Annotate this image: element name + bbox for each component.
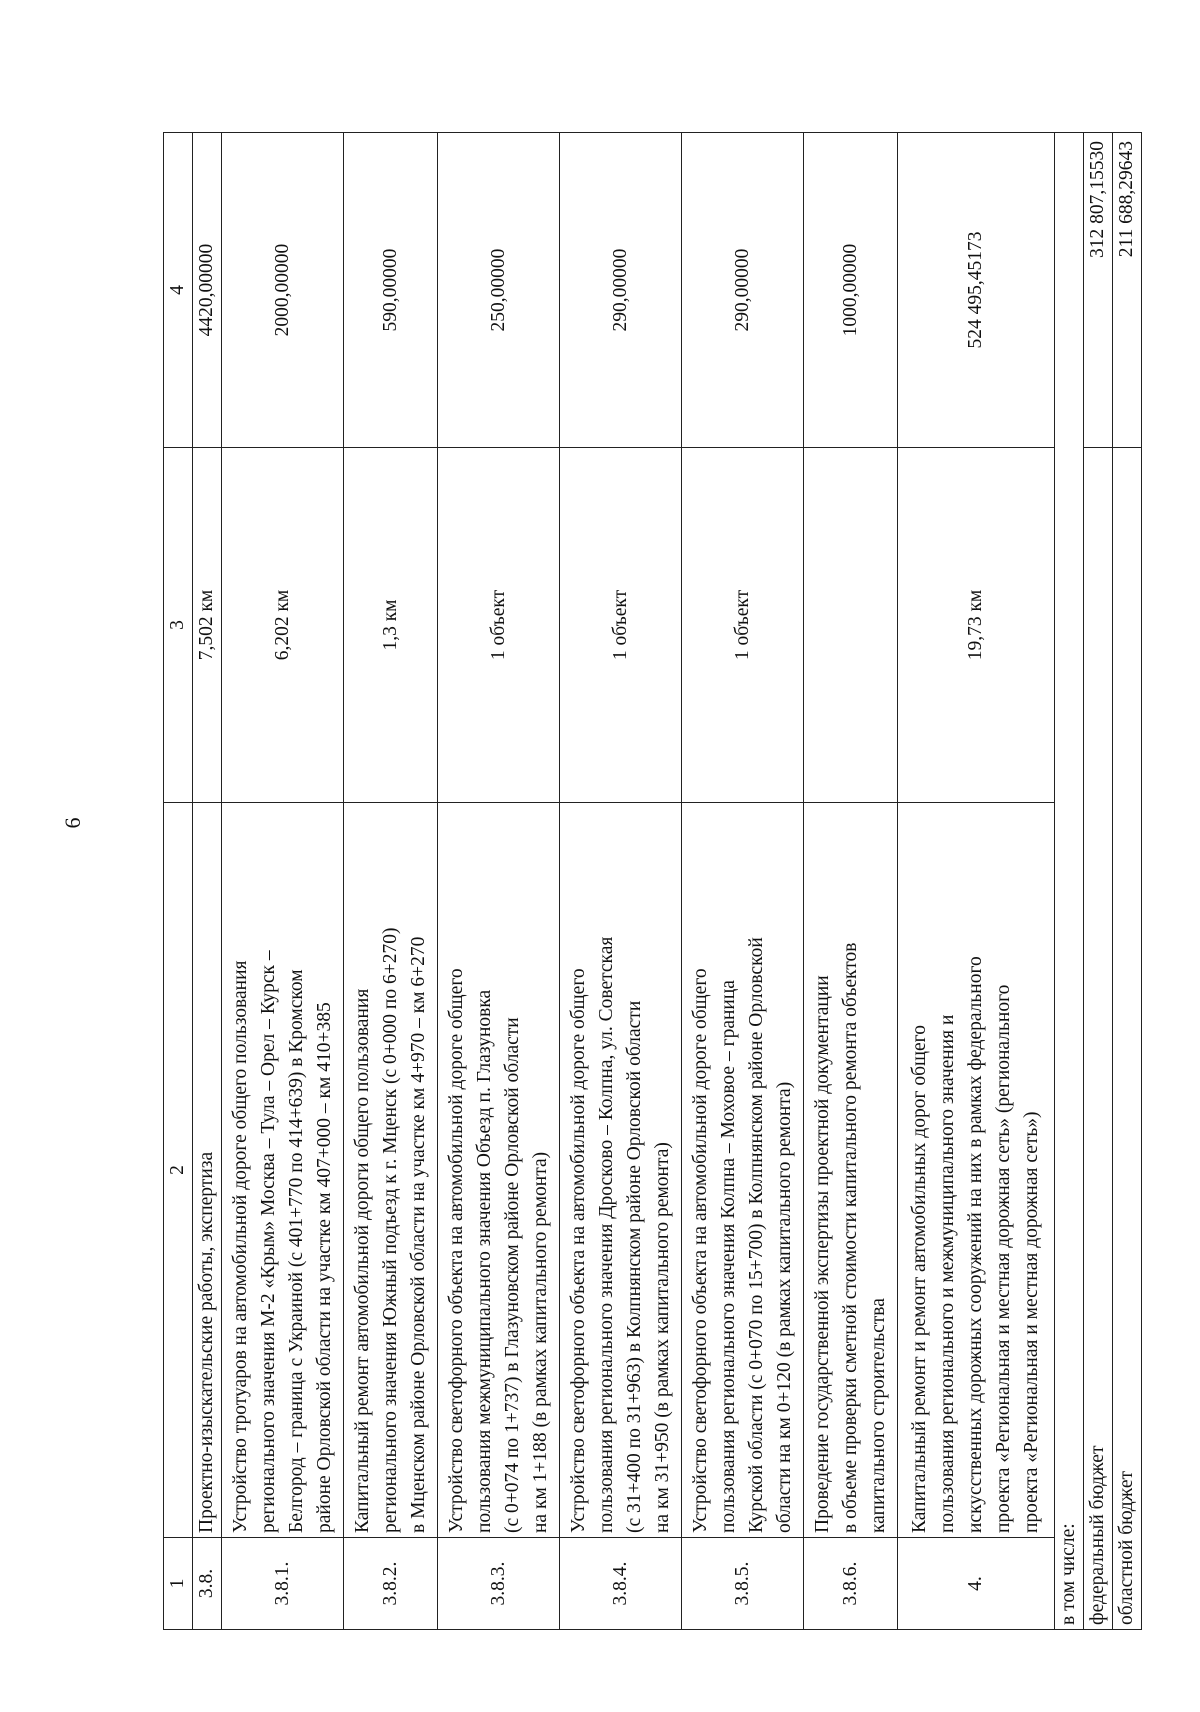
- table-row: [193, 133, 222, 1630]
- subtotal-label-row: [1055, 133, 1084, 1630]
- table-row: [560, 133, 682, 1630]
- table-row: [222, 133, 344, 1630]
- row-number: 3.8.4.: [560, 1538, 682, 1630]
- description-line: проекта «Региональная и местная дорожная сеть»): [1021, 1111, 1042, 1533]
- row-quantity: 19,73 км: [898, 448, 1055, 803]
- table-row: [898, 133, 1055, 1630]
- row-quantity: 1 объект: [560, 448, 682, 803]
- description-line: Капитальный ремонт и ремонт автомобильных дорог общего: [909, 1025, 930, 1533]
- row-description: [193, 803, 222, 1538]
- table-row: [438, 133, 560, 1630]
- row-amount: 4420,00000: [193, 133, 222, 448]
- row-description: [344, 803, 438, 1538]
- document-table: [163, 132, 1142, 1630]
- row-amount: 590,00000: [344, 133, 438, 448]
- table-header-row: [164, 133, 193, 1630]
- budget-label: федеральный бюджет: [1084, 448, 1113, 1630]
- description-line: (с 0+074 по 1+737) в Глазуновском районе Орловской области: [501, 1017, 523, 1533]
- budget-row: [1084, 133, 1113, 1630]
- description-line: пользования регионального значения Колпна – Моховое – граница: [717, 980, 739, 1533]
- description-line: Курской области (с 0+070 по 15+700) в Колпнянском районе Орловской: [745, 937, 767, 1533]
- description-line: Проектно-изыскательские работы, экспертиза: [196, 1151, 217, 1533]
- header-cell: 1: [164, 1538, 193, 1630]
- document-table-container: [163, 133, 1137, 1630]
- description-line: Капитальный ремонт автомобильной дороги общего пользования: [351, 988, 373, 1533]
- header-cell: 2: [164, 803, 193, 1538]
- description-line: в Мценском районе Орловской области на участке км 4+970 – км 6+270: [407, 936, 429, 1533]
- header-cell: 4: [164, 133, 193, 448]
- description-line: районе Орловской области на участке км 407+000 – км 410+385: [313, 1002, 335, 1533]
- row-number: 3.8.3.: [438, 1538, 560, 1630]
- description-line: Проведение государственной экспертизы проектной документации: [811, 975, 833, 1533]
- description-line: проекта «Региональная и местная дорожная сеть» (регионального: [993, 984, 1014, 1533]
- budget-amount: 211 688,29643: [1113, 133, 1142, 448]
- table-row: [804, 133, 898, 1630]
- description-line: (с 31+400 по 31+963) в Колпнянском районе Орловской области: [623, 1000, 645, 1533]
- description-line: на км 31+950 (в рамках капитального ремонта): [651, 1142, 673, 1533]
- row-amount: 1000,00000: [804, 133, 898, 448]
- row-quantity: [804, 448, 898, 803]
- description-line: пользования регионального значения Дросково – Колпна, ул. Советская: [595, 936, 617, 1533]
- row-quantity: 6,202 км: [222, 448, 344, 803]
- description-line: Устройство светофорного объекта на автомобильной дороге общего: [445, 968, 467, 1533]
- row-number: 3.8.6.: [804, 1538, 898, 1630]
- description-line: Устройство тротуаров на автомобильной дороге общего пользования: [229, 960, 251, 1533]
- row-number: 3.8.1.: [222, 1538, 344, 1630]
- row-amount: 250,00000: [438, 133, 560, 448]
- table-row: [682, 133, 804, 1630]
- header-cell: 3: [164, 448, 193, 803]
- subtotal-label: в том числе:: [1055, 133, 1084, 1630]
- row-amount: 290,00000: [682, 133, 804, 448]
- row-description: [804, 803, 898, 1538]
- row-number: 3.8.2.: [344, 1538, 438, 1630]
- description-line: области на км 0+120 (в рамках капитального ремонта): [773, 1081, 795, 1533]
- row-quantity: 1 объект: [682, 448, 804, 803]
- row-quantity: 7,502 км: [193, 448, 222, 803]
- page-number: 6: [60, 817, 85, 829]
- row-number: 3.8.5.: [682, 1538, 804, 1630]
- row-quantity: 1,3 км: [344, 448, 438, 803]
- row-amount: 524 495,45173: [898, 133, 1055, 448]
- row-description: [222, 803, 344, 1538]
- description-line: пользования межмуниципального значения Объезд п. Глазуновка: [473, 989, 495, 1533]
- description-line: капитального строительства: [867, 1298, 889, 1533]
- table-row: [344, 133, 438, 1630]
- description-line: пользования регионального и межмуниципального значения и: [937, 1014, 958, 1533]
- description-line: искусственных дорожных сооружений на них в рамках федерального: [965, 956, 986, 1533]
- description-line: Белгород – граница с Украиной (с 401+770 по 414+639) в Кромском: [285, 969, 307, 1533]
- row-quantity: 1 объект: [438, 448, 560, 803]
- budget-row: [1113, 133, 1142, 1630]
- row-number: 4.: [898, 1538, 1055, 1630]
- row-description: [438, 803, 560, 1538]
- row-amount: 2000,00000: [222, 133, 344, 448]
- row-amount: 290,00000: [560, 133, 682, 448]
- description-line: в объеме проверки сметной стоимости капитального ремонта объектов: [839, 942, 861, 1533]
- description-line: Устройство светофорного объекта на автомобильной дороге общего: [689, 968, 711, 1533]
- description-line: на км 1+188 (в рамках капитального ремонта): [529, 1151, 551, 1533]
- row-description: [898, 803, 1055, 1538]
- description-line: регионального значения М-2 «Крым» Москва – Тула – Орел – Курск –: [257, 950, 279, 1533]
- description-line: регионального значения Южный подъезд к г. Мценск (с 0+000 по 6+270): [379, 927, 401, 1533]
- row-description: [682, 803, 804, 1538]
- description-line: Устройство светофорного объекта на автомобильной дороге общего: [567, 968, 589, 1533]
- budget-label: областной бюджет: [1113, 448, 1142, 1630]
- row-description: [560, 803, 682, 1538]
- budget-amount: 312 807,15530: [1084, 133, 1113, 448]
- row-number: 3.8.: [193, 1538, 222, 1630]
